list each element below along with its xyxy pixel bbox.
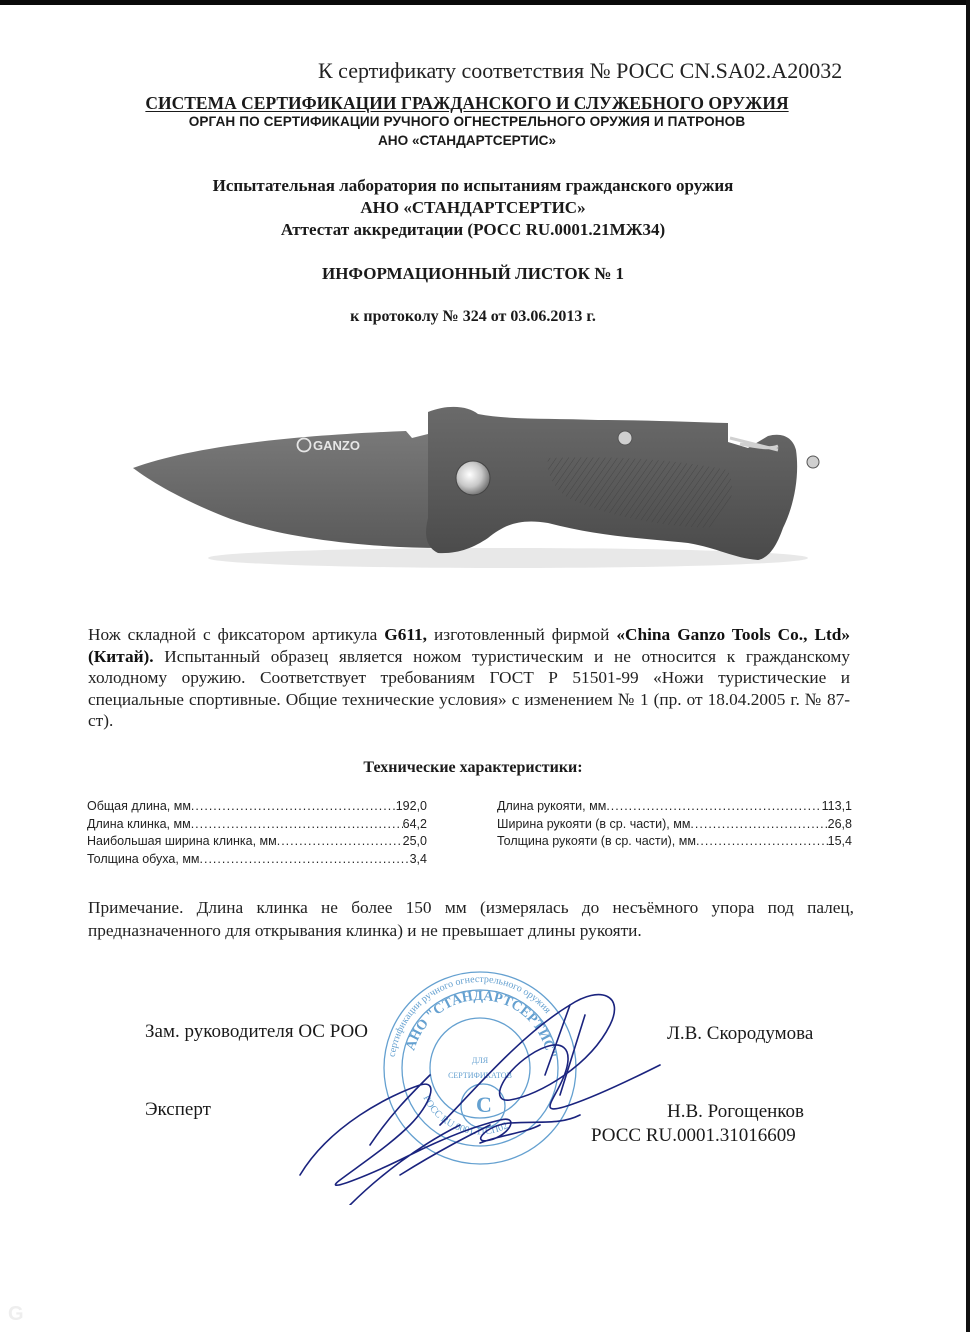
protocol-reference: к протоколу № 324 от 03.06.2013 г. (350, 308, 596, 325)
laboratory-name: Испытательная лаборатория по испытаниям гражданского оружия (212, 176, 734, 195)
knife-blade (133, 426, 443, 548)
specs-right-column (497, 798, 852, 851)
svg-text:сертификации ручного огнестрел: сертификации ручного огнестрельного оружия (386, 973, 553, 1058)
handwritten-signatures (240, 975, 700, 1205)
svg-text:ДЛЯ: ДЛЯ (471, 1056, 489, 1065)
svg-text:СЕРТИФИКАТОВ: СЕРТИФИКАТОВ (448, 1071, 512, 1080)
laboratory-organization: АНО «СТАНДАРТСЕРТИС» (360, 198, 586, 217)
watermark-g: G (8, 1303, 24, 1325)
scan-right-edge (966, 0, 970, 1332)
certificate-reference: К сертификату соответствия № РОСС CN.SA02.А20032 (318, 58, 843, 83)
spec-row-handle-length: Длина рукояти, мм ..... 113,1 (497, 798, 852, 816)
specs-title: Технические характеристики: (363, 759, 583, 776)
accreditation-certificate: Аттестат аккредитации (РОСС RU.0001.21МЖ34) (280, 220, 666, 239)
svg-text:АНО "СТАНДАРТСЕРТИС": АНО "СТАНДАРТСЕРТИС" (403, 988, 559, 1060)
spec-row-handle-width: Ширина рукояти (в ср. части), мм ..... 26,8 (497, 816, 852, 834)
system-title: СИСТЕМА СЕРТИФИКАЦИИ ГРАЖДАНСКОГО И СЛУЖЕБНОГО ОРУЖИЯ (145, 93, 789, 113)
signer2-registration: РОСС RU.0001.31016609 (591, 1125, 796, 1146)
signer1-role: Зам. руководителя ОС РОО (145, 1021, 368, 1042)
spec-row-handle-thickness: Толщина рукояти (в ср. части), мм ..... 15,4 (497, 833, 852, 851)
document-title: ИНФОРМАЦИОННЫЙ ЛИСТОК № 1 (321, 264, 625, 283)
specs-left-column (87, 798, 427, 869)
spec-row-blade-length: Длина клинка, мм ..... 64,2 (87, 816, 427, 834)
knife-photo (128, 398, 828, 583)
header-organization: АНО «СТАНДАРТСЕРТИС» (377, 133, 557, 148)
article-number: G611, (384, 625, 427, 644)
svg-text:РОСС RU.0001.11СП02: РОСС RU.0001.11СП02 (420, 1093, 510, 1138)
product-description: Нож складной с фиксатором артикула G611, изготовленный фирмой «China Ganzo Tools Co., Ltd» (Китай). Испытанный образец является ножом туристическим и не относится к гражданскому холодному оружию. Соответствует требованиям ГОСТ Р 51501-99 «Ножи туристические и специальные спортивные. Общие технические условия» с изменением № 1 (пр. от 18.04.2005 г. № 87-ст). (88, 625, 850, 730)
scan-top-edge (0, 0, 970, 5)
manufacturer: «China Ganzo Tools Co., Ltd» (Китай). (88, 625, 850, 666)
svg-text:GANZO: GANZO (313, 438, 360, 453)
spec-row-spine-thickness: Толщина обуха, мм ..... 3,4 (87, 851, 427, 869)
signer2-name: Н.В. Рогощенков (667, 1101, 805, 1122)
note: Примечание. Длина клинка не более 150 мм (измерялась до несъёмного упора под палец, предназначенного для открывания клинка) и не превышает длины рукояти. (88, 898, 854, 940)
svg-text:С: С (476, 1092, 492, 1117)
signer1-name: Л.В. Скородумова (667, 1023, 814, 1044)
certification-body: ОРГАН ПО СЕРТИФИКАЦИИ РУЧНОГО ОГНЕСТРЕЛЬНОГО ОРУЖИЯ И ПАТРОНОВ (188, 114, 746, 129)
signer2-role: Эксперт (145, 1099, 211, 1120)
knife-pivot (456, 461, 490, 495)
spec-row-overall-length: Общая длина, мм ..... 192,0 (87, 798, 427, 816)
signature-rogoshchenkov (300, 1075, 580, 1205)
spec-row-blade-width: Наибольшая ширина клинка, мм ..... 25,0 (87, 833, 427, 851)
